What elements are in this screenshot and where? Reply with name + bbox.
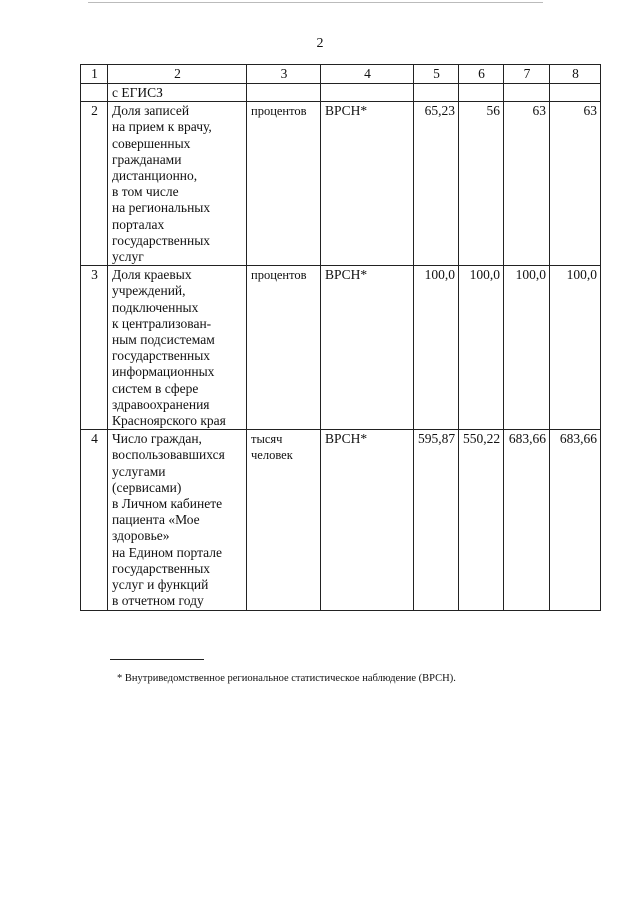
indicator-name-line: в отчетном году xyxy=(112,593,204,609)
source: ВРСН* xyxy=(321,266,414,430)
unit-line: тысяч xyxy=(251,432,283,447)
value-cell: 100,0 xyxy=(504,266,550,430)
indicator-name-line: услуг и функций xyxy=(112,577,209,593)
source: ВРСН* xyxy=(321,430,414,610)
indicator-name-line: Число граждан, xyxy=(112,431,202,447)
source: ВРСН* xyxy=(321,102,414,266)
indicator-name-line: учреждений, xyxy=(112,283,186,299)
header-row xyxy=(81,65,601,84)
indicator-name xyxy=(108,102,247,266)
unit xyxy=(247,266,321,430)
row-number: 3 xyxy=(81,266,108,430)
value-cell: 100,0 xyxy=(550,266,601,430)
indicator-name-line: гражданами xyxy=(112,151,182,167)
indicator-name-line: пациента «Мое xyxy=(112,512,200,528)
indicator-name-line: здравоохранения xyxy=(112,396,210,412)
value-cell: 595,87 xyxy=(414,430,459,610)
table-row xyxy=(81,430,601,610)
unit xyxy=(247,430,321,610)
indicator-name-line: государственных xyxy=(112,348,211,364)
unit-line: процентов xyxy=(251,268,307,283)
indicator-name-line: дистанционно, xyxy=(112,168,198,184)
table-row xyxy=(81,102,601,266)
indicator-name-line: в Личном кабинете xyxy=(112,496,223,512)
indicator-name-line: порталах xyxy=(112,216,165,232)
indicator-name-line: Доля краевых xyxy=(112,267,192,283)
indicator-name-line: Красноярского края xyxy=(112,413,226,429)
indicator-name-line: совершенных xyxy=(112,135,191,151)
row-number: 4 xyxy=(81,430,108,610)
header-cell: 1 xyxy=(81,65,108,84)
unit-line: процентов xyxy=(251,104,307,119)
header-cell: 2 xyxy=(108,65,247,84)
indicator-name-line: Доля записей xyxy=(112,103,190,119)
value-cell: 56 xyxy=(459,102,504,266)
table-cell xyxy=(81,84,108,102)
indicator-name-line: государственных xyxy=(112,232,211,248)
footnote-rule xyxy=(110,659,204,660)
indicator-name-line: здоровье» xyxy=(112,528,170,544)
row-number: 2 xyxy=(81,102,108,266)
header-cell: 4 xyxy=(321,65,414,84)
indicator-name-line: подключенных xyxy=(112,299,199,315)
footnote: * Внутриведомственное региональное статистическое наблюдение (ВРСН). xyxy=(117,673,456,684)
value-cell: 100,0 xyxy=(459,266,504,430)
table-cell xyxy=(459,84,504,102)
indicators-table xyxy=(80,64,601,611)
table-row xyxy=(81,266,601,430)
unit xyxy=(247,102,321,266)
indicator-name xyxy=(108,430,247,610)
table-body xyxy=(81,102,601,610)
header-cell: 7 xyxy=(504,65,550,84)
header-cell: 3 xyxy=(247,65,321,84)
page-number: 2 xyxy=(316,36,324,51)
top-rule xyxy=(88,2,543,3)
indicator-name-line: на региональных xyxy=(112,200,211,216)
value-cell: 63 xyxy=(504,102,550,266)
indicator-name-line: к централизован- xyxy=(112,315,212,331)
table-cell xyxy=(504,84,550,102)
continuation-text: с ЕГИСЗ xyxy=(108,84,247,102)
table-cell xyxy=(321,84,414,102)
indicator-name-line: воспользовавшихся xyxy=(112,447,225,463)
indicator-name-line: государственных xyxy=(112,560,211,576)
value-cell: 683,66 xyxy=(504,430,550,610)
indicator-name-line: на Едином портале xyxy=(112,544,223,560)
value-cell: 63 xyxy=(550,102,601,266)
indicator-name-line: систем в сфере xyxy=(112,380,199,396)
header-cell: 8 xyxy=(550,65,601,84)
table-cell xyxy=(550,84,601,102)
indicator-name-line: (сервисами) xyxy=(112,479,182,495)
value-cell: 65,23 xyxy=(414,102,459,266)
indicator-name-line: услугами xyxy=(112,463,166,479)
indicator-name-line: информационных xyxy=(112,364,215,380)
value-cell: 683,66 xyxy=(550,430,601,610)
indicator-name-line: услуг xyxy=(112,249,144,265)
header-cell: 6 xyxy=(459,65,504,84)
table-cell xyxy=(247,84,321,102)
indicator-name-line: на прием к врачу, xyxy=(112,119,212,135)
indicator-name xyxy=(108,266,247,430)
value-cell: 100,0 xyxy=(414,266,459,430)
value-cell: 550,22 xyxy=(459,430,504,610)
continuation-row xyxy=(81,84,601,102)
table-cell xyxy=(414,84,459,102)
header-cell: 5 xyxy=(414,65,459,84)
unit-line: человек xyxy=(251,448,293,463)
indicator-name-line: в том числе xyxy=(112,184,179,200)
indicator-name-line: ным подсистемам xyxy=(112,332,215,348)
